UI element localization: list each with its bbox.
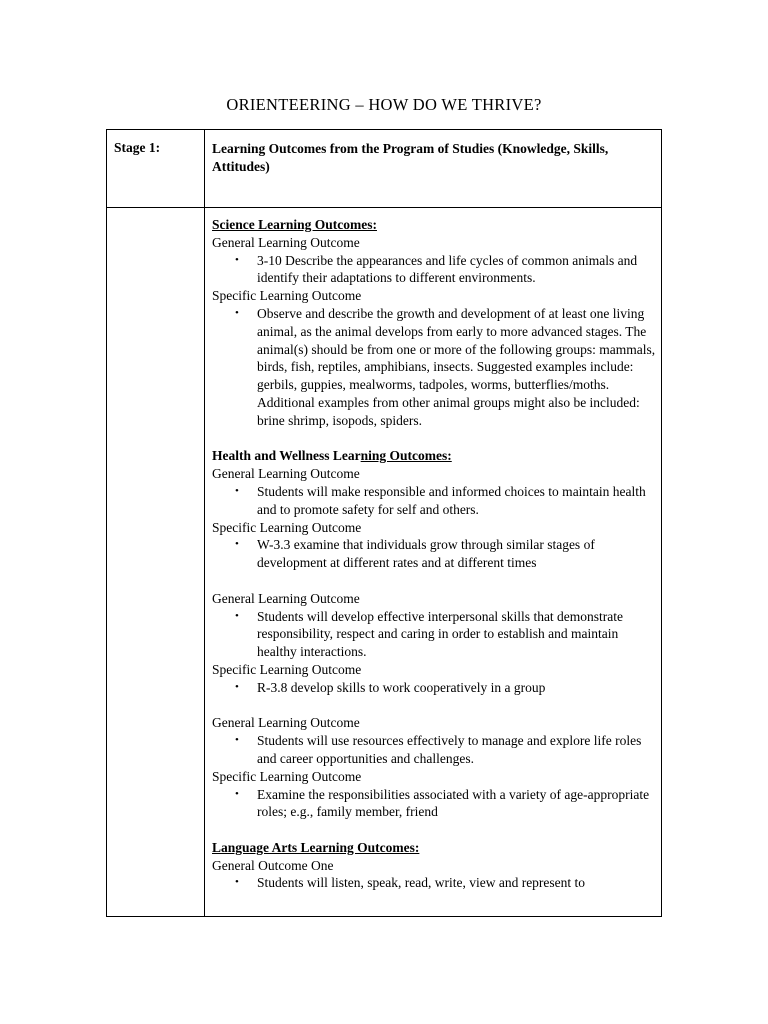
health-general-label: General Learning Outcome — [212, 466, 360, 482]
health-specific-list — [212, 679, 657, 697]
language-general-label: General Outcome One — [212, 857, 334, 873]
page-title: ORIENTEERING – HOW DO WE THRIVE? — [226, 95, 542, 114]
language-section-title: Language Arts Learning Outcomes: — [212, 839, 420, 855]
science-general-label: General Learning Outcome — [212, 234, 360, 250]
health-general-label: General Learning Outcome — [212, 590, 360, 606]
health-specific-label: Specific Learning Outcome — [212, 661, 362, 677]
outcomes-content — [212, 216, 657, 892]
health-general-list — [212, 608, 657, 661]
health-general-list — [212, 732, 657, 768]
row-divider — [107, 207, 661, 208]
health-specific-label: Specific Learning Outcome — [212, 768, 362, 784]
science-general-list — [212, 252, 657, 288]
health-specific-list — [212, 536, 657, 572]
health-specific-list — [212, 786, 657, 822]
column-divider — [204, 130, 205, 916]
list-item: • Examine the responsibilities associated with a variety of age-appropriate roles; e.g., family member, friend — [257, 786, 657, 822]
list-item: • Students will develop effective interpersonal skills that demonstrate responsibility, respect and caring in order to establish and maintain healthy interactions. — [257, 608, 657, 661]
stage-label: Stage 1: — [114, 140, 161, 155]
list-item: • 3-10 Describe the appearances and life cycles of common animals and identify their adaptations to different environments. — [257, 252, 657, 288]
health-general-list — [212, 483, 657, 519]
list-item: • Students will use resources effectively to manage and explore life roles and career opportunities and challenges. — [257, 732, 657, 768]
list-item: • Students will make responsible and informed choices to maintain health and to promote safety for self and others. — [257, 483, 657, 519]
list-item: • R-3.8 develop skills to work cooperatively in a group — [257, 679, 657, 697]
health-title-part2: ning Outcomes: — [360, 448, 452, 464]
list-item: • Observe and describe the growth and development of at least one living animal, as the animal develops from early to more advanced stages. The animal(s) should be from one or more of the following groups: mammals, birds, fish, reptiles, amphibians, insects. Suggested examples include: gerbils, guppies, mealworms, tadpoles, worms, butterflies/moths. Additional examples from other animal groups might also be included: brine shrimp, isopods, spiders. — [257, 305, 657, 430]
science-specific-label: Specific Learning Outcome — [212, 288, 362, 304]
health-specific-label: Specific Learning Outcome — [212, 519, 362, 535]
health-title-part1: Health and Wellness Lear — [212, 448, 361, 464]
science-section-title: Science Learning Outcomes: — [212, 217, 377, 232]
health-section-title — [212, 447, 657, 465]
language-general-list — [212, 874, 657, 892]
science-specific-list — [212, 305, 657, 430]
list-item: • W-3.3 examine that individuals grow through similar stages of development at different rates and at different times — [257, 536, 657, 572]
table-header: Learning Outcomes from the Program of Studies (Knowledge, Skills, Attitudes) — [212, 141, 609, 174]
health-general-label: General Learning Outcome — [212, 715, 360, 731]
outcomes-table — [106, 129, 662, 917]
list-item: • Students will listen, speak, read, write, view and represent to — [257, 874, 657, 892]
